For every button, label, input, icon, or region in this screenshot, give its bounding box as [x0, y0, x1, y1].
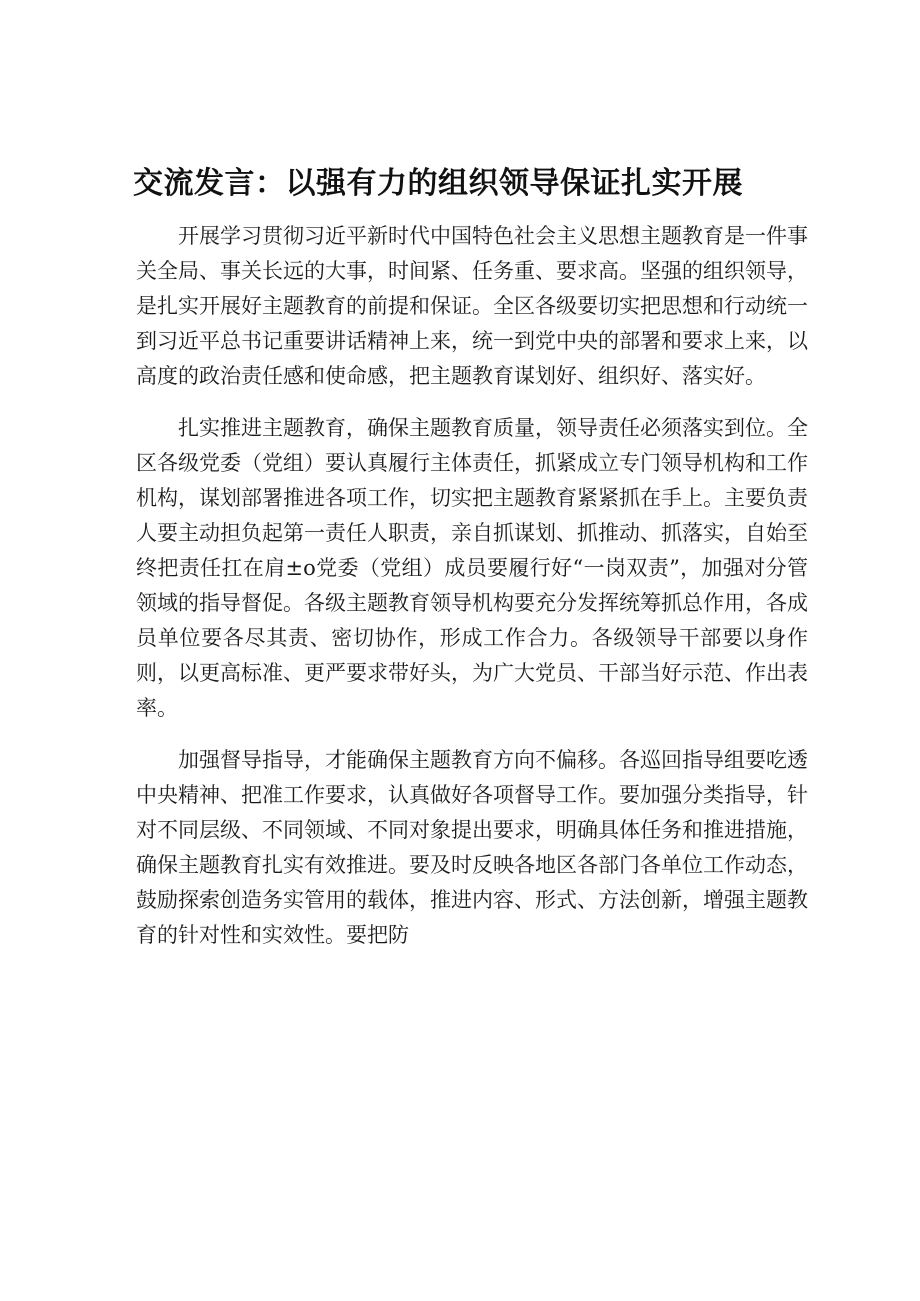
document-body — [136, 219, 808, 970]
document-title: 交流发言：以强有力的组织领导保证扎实开展 — [133, 166, 743, 201]
paragraph-2: 扎实推进主题教育，确保主题教育质量，领导责任必须落实到位。全区各级党委（党组）要认真履行主体责任，抓紧成立专门领导机构和工作机构，谋划部署推进各项工作，切实把主题教育紧紧抓在手上。主要负责人要主动担负起第一责任人职责，亲自抓谋划、抓推动、抓落实，自始至终把责任扛在肩±o党委（党组）成员要履行好“一岗双责”，加强对分管领域的指导督促。各级主题教育领导机构要充分发挥统筹抓总作用，各成员单位要各尽其责、密切协作，形成工作合力。各级领导干部要以身作则，以更高标准、更严要求带好头，为广大党员、干部当好示范、作出表率。 — [136, 416, 808, 720]
paragraph-3: 加强督导指导，才能确保主题教育方向不偏移。各巡回指导组要吃透中央精神、把准工作要求，认真做好各项督导工作。要加强分类指导，针对不同层级、不同领域、不同对象提出要求，明确具体任务和推进措施，确保主题教育扎实有效推进。要及时反映各地区各部门各单位工作动态，鼓励探索创造务实管用的载体，推进内容、形式、方法创新，增强主题教育的针对性和实效性。要把防 — [136, 748, 808, 947]
paragraph-1: 开展学习贯彻习近平新时代中国特色社会主义思想主题教育是一件事关全局、事关长远的大事，时间紧、任务重、要求高。坚强的组织领导，是扎实开展好主题教育的前提和保证。全区各级要切实把思想和行动统一到习近平总书记重要讲话精神上来，统一到党中央的部署和要求上来，以高度的政治责任感和使命感，把主题教育谋划好、组织好、落实好。 — [136, 224, 808, 388]
